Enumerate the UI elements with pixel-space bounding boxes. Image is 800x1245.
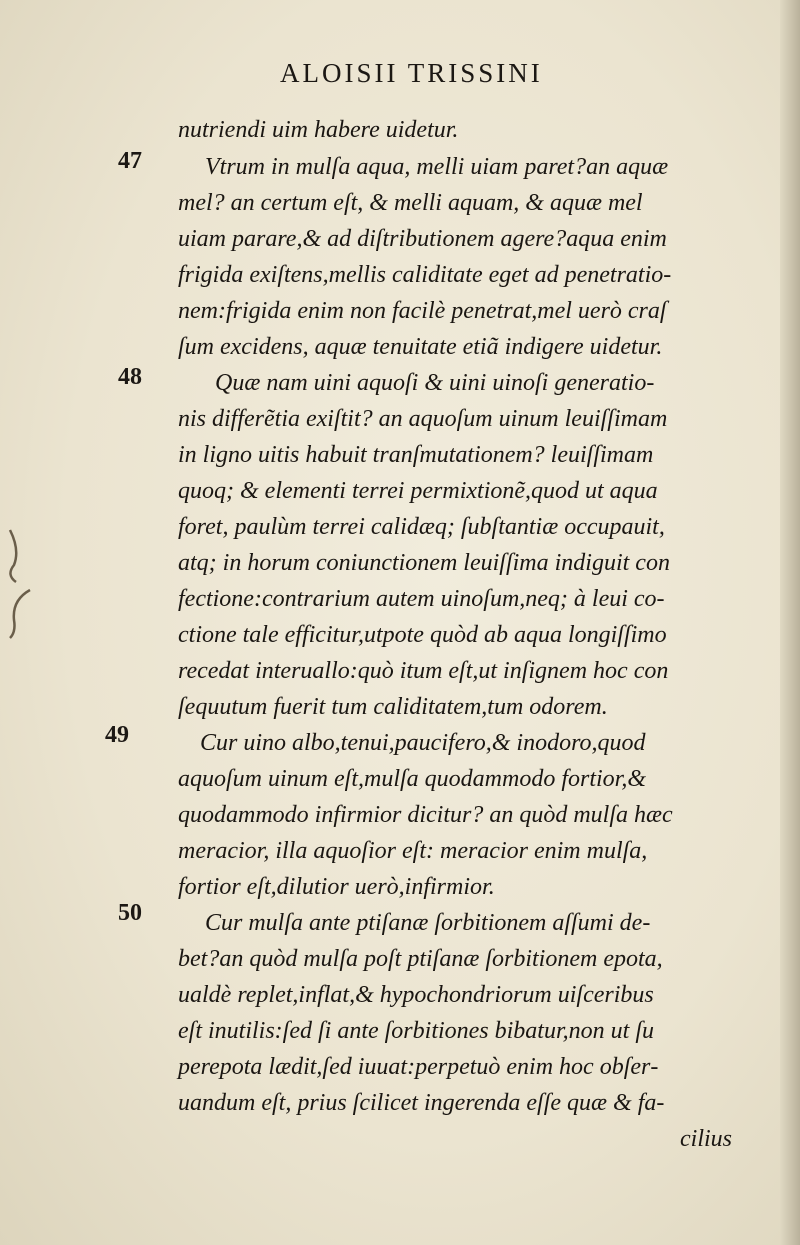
text-line: uandum eſt, prius ſcilicet ingerenda eſſe quæ & fa‐	[178, 1090, 665, 1116]
verse-number: 47	[118, 148, 142, 174]
page-edge	[780, 0, 800, 1245]
text-line: perepota lædit,ſed iuuat:perpetuò enim hoc obſer‐	[178, 1054, 659, 1080]
verse-number: 49	[105, 722, 129, 748]
text-line: ſum excidens, aquæ tenuitate etiã indigere uidetur.	[178, 334, 663, 360]
text-line: uiam parare,& ad diſtributionem agere?aqua enim	[178, 226, 667, 252]
text-line: quodammodo infirmior dicitur? an quòd mulſa hæc	[178, 802, 673, 828]
text-line: Cur uino albo,tenui,paucifero,& inodoro,quod	[200, 730, 646, 756]
text-line: aquoſum uinum eſt,mulſa quodammodo fortior,&	[178, 766, 647, 792]
text-line: Vtrum in mulſa aqua, melli uiam paret?an aquæ	[205, 154, 669, 180]
catchword: cilius	[680, 1126, 732, 1152]
verse-number: 50	[118, 900, 142, 926]
text-line: eſt inutilis:ſed ſi ante ſorbitiones bibatur,non ut ſu	[178, 1018, 654, 1044]
text-line: meracior, illa aquoſior eſt: meracior enim mulſa,	[178, 838, 648, 864]
verse-number: 48	[118, 364, 142, 390]
text-line: ualdè replet,inflat,& hypochondriorum uiſceribus	[178, 982, 654, 1008]
text-line: nem:frigida enim non facilè penetrat,mel uerò craſ	[178, 298, 667, 324]
text-line: fectione:contrarium autem uinoſum,neq; à leui co‐	[178, 586, 665, 612]
text-line: in ligno uitis habuit tranſmutationem? leuiſſimam	[178, 442, 654, 468]
text-line: fortior eſt,dilutior uerò,infirmior.	[178, 874, 495, 900]
text-line: foret, paulùm terrei calidæq; ſubſtantiæ occupauit,	[178, 514, 665, 540]
margin-scribble-icon	[2, 520, 42, 640]
running-title: ALOISII TRISSINI	[280, 58, 543, 88]
text-line: frigida exiſtens,mellis caliditate eget ad penetratio‐	[178, 262, 672, 288]
text-line: Cur mulſa ante ptiſanæ ſorbitionem aſſumi de‐	[205, 910, 651, 936]
text-line: ctione tale efficitur,utpote quòd ab aqua longiſſimo	[178, 622, 667, 648]
text-line: quoq; & elementi terrei permixtionẽ,quod ut aqua	[178, 478, 658, 504]
text-line: ſequutum fuerit tum caliditatem,tum odorem.	[178, 694, 608, 720]
text-line: recedat interuallo:quò itum eſt,ut inſignem hoc con	[178, 658, 669, 684]
text-line: bet?an quòd mulſa poſt ptiſanæ ſorbitionem epota,	[178, 946, 663, 972]
text-line: nis differẽtia exiſtit? an aquoſum uinum leuiſſimam	[178, 406, 668, 432]
text-line: mel? an certum eſt, & melli aquam, & aquæ mel	[178, 190, 643, 216]
text-line: Quæ nam uini aquoſi & uini uinoſi generatio‐	[215, 370, 655, 396]
text-line: nutriendi uim habere uidetur.	[178, 117, 459, 143]
text-line: atq; in horum coniunctionem leuiſſima indiguit con	[178, 550, 670, 576]
